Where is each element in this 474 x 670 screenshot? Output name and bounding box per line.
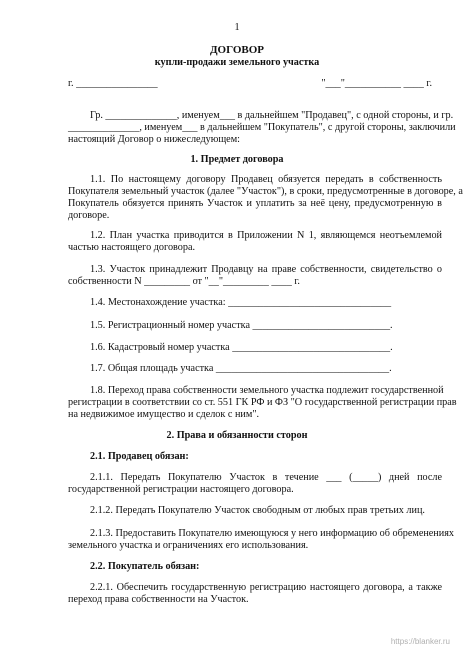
clause-1-6: 1.6. Кадастровый номер участка _______________________________.: [90, 342, 393, 353]
clause-2-1-1-line: государственной регистрации настоящего договора.: [68, 484, 294, 495]
preamble-line: настоящий Договор о нижеследующем:: [68, 134, 240, 145]
watermark-url: https://blanker.ru: [390, 637, 450, 646]
clause-1-8-line: регистрации в соответствии со ст. 551 ГК РФ и ФЗ "О государственной регистрации прав: [68, 397, 457, 408]
clause-2-2-1-line: переход права собственности на Участок.: [68, 594, 249, 605]
clause-1-1-line: Покупателя земельный участок (далее "Участок"), в сроки, предусмотренные в договоре, а: [68, 186, 463, 197]
subsection-2-1-title: 2.1. Продавец обязан:: [90, 451, 189, 462]
section-1-title: 1. Предмет договора: [190, 154, 284, 165]
clause-2-1-3-line: 2.1.3. Предоставить Покупателю имеющуюся у него информацию об обременениях: [90, 528, 454, 539]
section-2-title: 2. Права и обязанности сторон: [166, 430, 308, 441]
clause-2-1-2: 2.1.2. Передать Покупателю Участок свободным от любых прав третьих лиц.: [90, 505, 425, 516]
clause-1-1-line: Покупатель обязуется принять Участок и уплатить за неё цену, предусмотренную в: [68, 198, 442, 209]
place-line: г. ________________: [68, 78, 158, 89]
clause-2-2-1-line: 2.2.1. Обеспечить государственную регистрацию настоящего договора, а также: [90, 582, 442, 593]
page-number: 1: [234, 22, 240, 33]
clause-1-4: 1.4. Местонахождение участка: ________________________________: [90, 297, 392, 308]
clause-1-1-line: 1.1. По настоящему договору Продавец обязуется передать в собственность: [90, 174, 442, 185]
clause-1-8-line: 1.8. Переход права собственности земельного участка подлежит государственной: [90, 385, 444, 396]
document-title: ДОГОВОР: [209, 44, 265, 56]
subsection-2-2-title: 2.2. Покупатель обязан:: [90, 561, 200, 572]
clause-2-1-1-line: 2.1.1. Передать Покупателю Участок в течение ___ (_____) дней после: [90, 472, 442, 483]
clause-1-5: 1.5. Регистрационный номер участка ___________________________.: [90, 320, 393, 331]
preamble-line: Гр. ______________, именуем___ в дальнейшем "Продавец", с одной стороны, и гр.: [90, 110, 454, 121]
clause-2-1-3-line: земельного участка и ограничениях его использования.: [68, 540, 309, 551]
date-line: "___"___________ ____ г.: [321, 78, 432, 89]
clause-1-7: 1.7. Общая площадь участка __________________________________.: [90, 363, 392, 374]
clause-1-3-line: 1.3. Участок принадлежит Продавцу на праве собственности, свидетельство о: [90, 264, 442, 275]
document-subtitle: купли-продажи земельного участка: [154, 57, 320, 68]
preamble-line: ______________, именуем___ в дальнейшем "Покупатель", с другой стороны, заключили: [68, 122, 456, 133]
clause-1-2-line: частью настоящего договора.: [68, 242, 196, 253]
clause-1-3-line: собственности N _________ от "__"_________ ____ г.: [68, 276, 300, 287]
clause-1-1-line: договоре.: [68, 210, 110, 221]
clause-1-2-line: 1.2. План участка приводится в Приложении N 1, являющемся неотъемлемой: [90, 230, 442, 241]
clause-1-8-line: на недвижимое имущество и сделок с ним".: [68, 409, 260, 420]
